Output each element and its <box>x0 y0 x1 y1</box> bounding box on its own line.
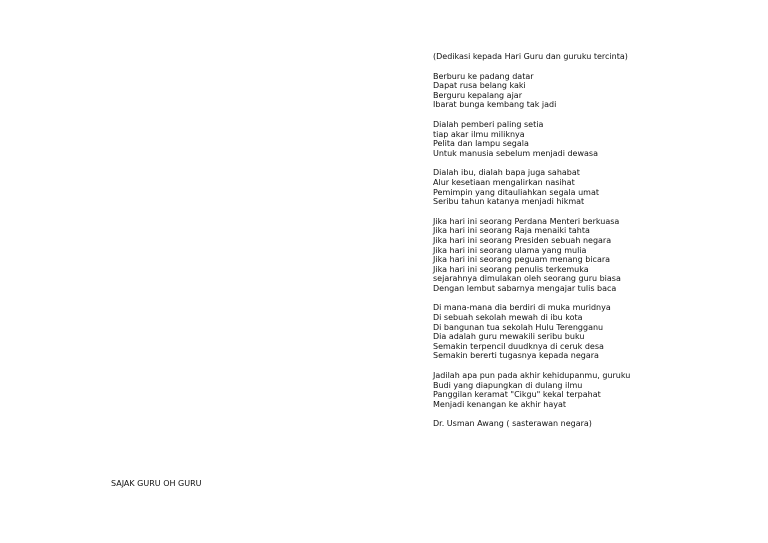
poem-line: Untuk manusia sebelum menjadi dewasa <box>433 148 598 158</box>
poem-line: Jika hari ini seorang Perdana Menteri berkuasa <box>433 216 620 226</box>
poem-line: Pemimpin yang ditauliahkan segala umat <box>433 187 599 197</box>
poem-line: Budi yang diapungkan di dulang ilmu <box>433 380 583 390</box>
poem-line: Di sebuah sekolah mewah di ibu kota <box>433 313 583 323</box>
poem-line: Jika hari ini seorang ulama yang mulia <box>433 245 587 255</box>
poem-line: Berburu ke padang datar <box>433 71 534 81</box>
poem-line: Panggilan keramat "Cikgu" kekal terpahat <box>433 390 601 400</box>
stanza-1 <box>433 72 763 110</box>
stanza-5 <box>433 303 763 361</box>
stanza-4 <box>433 217 763 294</box>
poem-line: Jika hari ini seorang Raja menaiki tahta <box>433 226 590 236</box>
poem-line: Semakin bererti tugasnya kepada negara <box>433 351 599 361</box>
poem-line: Di bangunan tua sekolah Hulu Terengganu <box>433 322 604 332</box>
poem-line: Jadilah apa pun pada akhir kehidupanmu, guruku <box>433 371 631 381</box>
poem-line: Dialah ibu, dialah bapa juga sahabat <box>433 168 580 178</box>
poem-line: Jika hari ini seorang peguam menang bicara <box>433 255 611 265</box>
stanza-6 <box>433 371 763 409</box>
poem-line: Semakin terpencil duudknya di ceruk desa <box>433 341 604 351</box>
poem-line: Jika hari ini seorang Presiden sebuah negara <box>433 235 612 245</box>
author-credit: Dr. Usman Awang ( sasterawan negara) <box>433 419 592 429</box>
stanza-2 <box>433 120 763 158</box>
dedication-line: (Dedikasi kepada Hari Guru dan guruku tercinta) <box>433 52 628 61</box>
stanza-3 <box>433 168 763 206</box>
poem-line: Menjadi kenangan ke akhir hayat <box>433 399 566 409</box>
poem-line: Seribu tahun katanya menjadi hikmat <box>433 197 585 207</box>
poem-line: Jika hari ini seorang penulis terkemuka <box>433 264 589 274</box>
poem-line: Dia adalah guru mewakili seribu buku <box>433 332 585 342</box>
poem-line: Dengan lembut sabarnya mengajar tulis baca <box>433 283 617 293</box>
poem-line: Dapat rusa belang kaki <box>433 81 526 91</box>
poem-title: SAJAK GURU OH GURU <box>111 479 202 488</box>
poem-line: Alur kesetiaan mengalirkan nasihat <box>433 177 575 187</box>
poem-block <box>433 52 763 429</box>
poem-line: sejarahnya dimulakan oleh seorang guru biasa <box>433 274 621 284</box>
poem-line: Pelita dan lampu segala <box>433 139 529 149</box>
poem-line: tiap akar ilmu miliknya <box>433 129 525 139</box>
poem-line: Ibarat bunga kembang tak jadi <box>433 100 557 110</box>
poem-line: Di mana-mana dia berdiri di muka muridnya <box>433 303 611 313</box>
poem-line: Berguru kepalang ajar <box>433 90 522 100</box>
poem-line: Dialah pemberi paling setia <box>433 119 544 129</box>
